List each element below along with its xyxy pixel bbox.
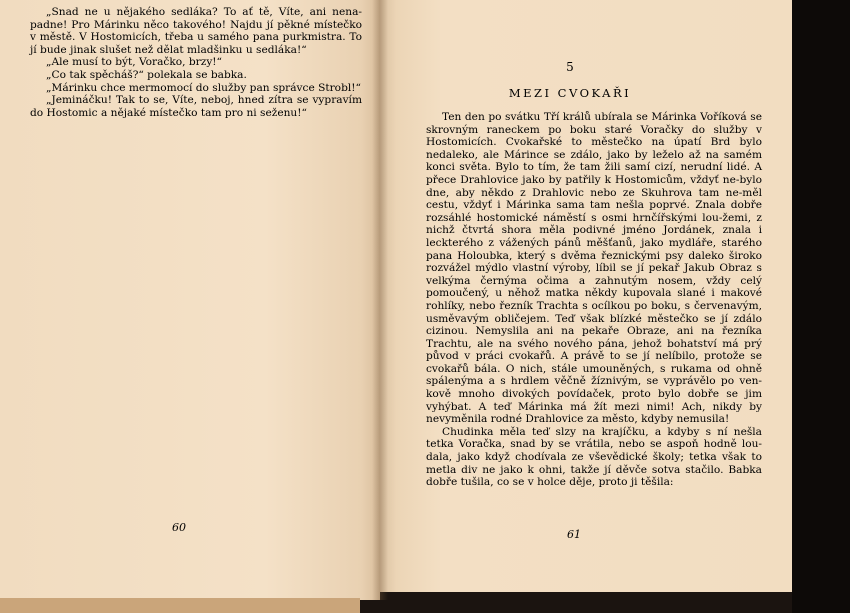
dialogue-line: „Márinku chce mermomocí do služby pan správce Strobl!“ (46, 81, 361, 94)
chapter-number: 5 (566, 60, 574, 74)
dialogue-line: „Ale musí to být, Voračko, brzy!“ (46, 56, 222, 69)
paragraph: Ten den po svátku Tří králů ubírala se Márinka Voříková se skrovným raneckem po boku staré Voračky do služby v Hostomicích. Cvokařské to městečko na úpatí Brd bylo nedaleko, ale Márince se zdálo, jako by leželo až na samém konci světa. Bylo to tím, že tam žili samí cizí, nerudní lidé. A přece Drahlovice jako by patřily k Hostomicům, vždyť ne-bylo dne, aby někdo z Drahlovic nebo ze Skuhrova tam ne-měl cestu, vždyť i Márinka sama tam nešla poprvé. Znala dobře rozsáhlé hostomické náměstí s osmi hrnčířskými lou-žemi, z nichž čtvrtá shora měla podivné jméno Jordánek, znala i leckterého z vážených pánů měšťanů, jako mydláře, starého pana Holoubka, který s dvěma řeznickými psy daleko široko rozvážel mýdlo vlastní výroby, líbil se jí pekař Jakub Obraz s velkýma černýma očima a zahnutým nosem, vždy celý pomoučený, u něhož matka někdy kupovala slané i makové rohlíky, nebo řezník Trachta s ocílkou po boku, s červenavým, usměvavým obličejem. Teď však blízké městečko se jí zdálo cizinou. Nemyslila ani na pekaře Obraze, ani na řezníka Trachtu, ale na svého nového pána, jehož bohatství má prý původ v práci cvokařů. A právě to se jí nelíbilo, protože se cvokařů bála. O nich, stále umouněných, s rukama od ohně spálenýma a s hrdlem věčně žíznivým, se vyprávělo po ven-kově mnoho divokých povídaček, proto bylo dobře se jim vyhýbat. A teď Márinka má žít mezi nimi! Ach, nikdy by nevyměnila rodné Drahlovice za město, kdyby nemusila! (426, 111, 762, 426)
chapter-title: MEZI CVOKAŘI (508, 86, 632, 100)
right-page-text (426, 111, 762, 489)
dialogue-line: „Snad ne u nějakého sedláka? To ať tě, Víte, ani nena-padne! Pro Márinku něco takového! Najdu jí pěkné místečko v městě. V Hostomicích, třeba u samého pana purkmistra. To jí bude jinak slušet než dělat mladšinku u sedláka!“ (30, 6, 362, 56)
dialogue-line: „Co tak spěcháš?“ polekala se babka. (46, 68, 247, 81)
book-gutter (372, 0, 388, 600)
page-edge (0, 598, 360, 613)
dialogue-line: „Jemináčku! Tak to se, Víte, neboj, hned zítra se vypravím do Hostomic a nějaké místečko tam pro ni seženu!“ (30, 94, 362, 119)
paragraph: Chudinka měla teď slzy na krajíčku, a kdyby s ní nešla tetka Voračka, snad by se vrátila, nebo se aspoň hodně lou-dala, jako když chodívala ze vševědické školy; tetka však to metla div ne jako k ohni, takže jí děvče sotva stačilo. Babka dobře tušila, co se v holce děje, proto ji těšila: (426, 425, 762, 489)
page-number-left: 60 (172, 521, 186, 534)
left-page-text (30, 6, 362, 119)
page-number-right: 61 (567, 528, 581, 541)
background-edge (792, 0, 850, 613)
